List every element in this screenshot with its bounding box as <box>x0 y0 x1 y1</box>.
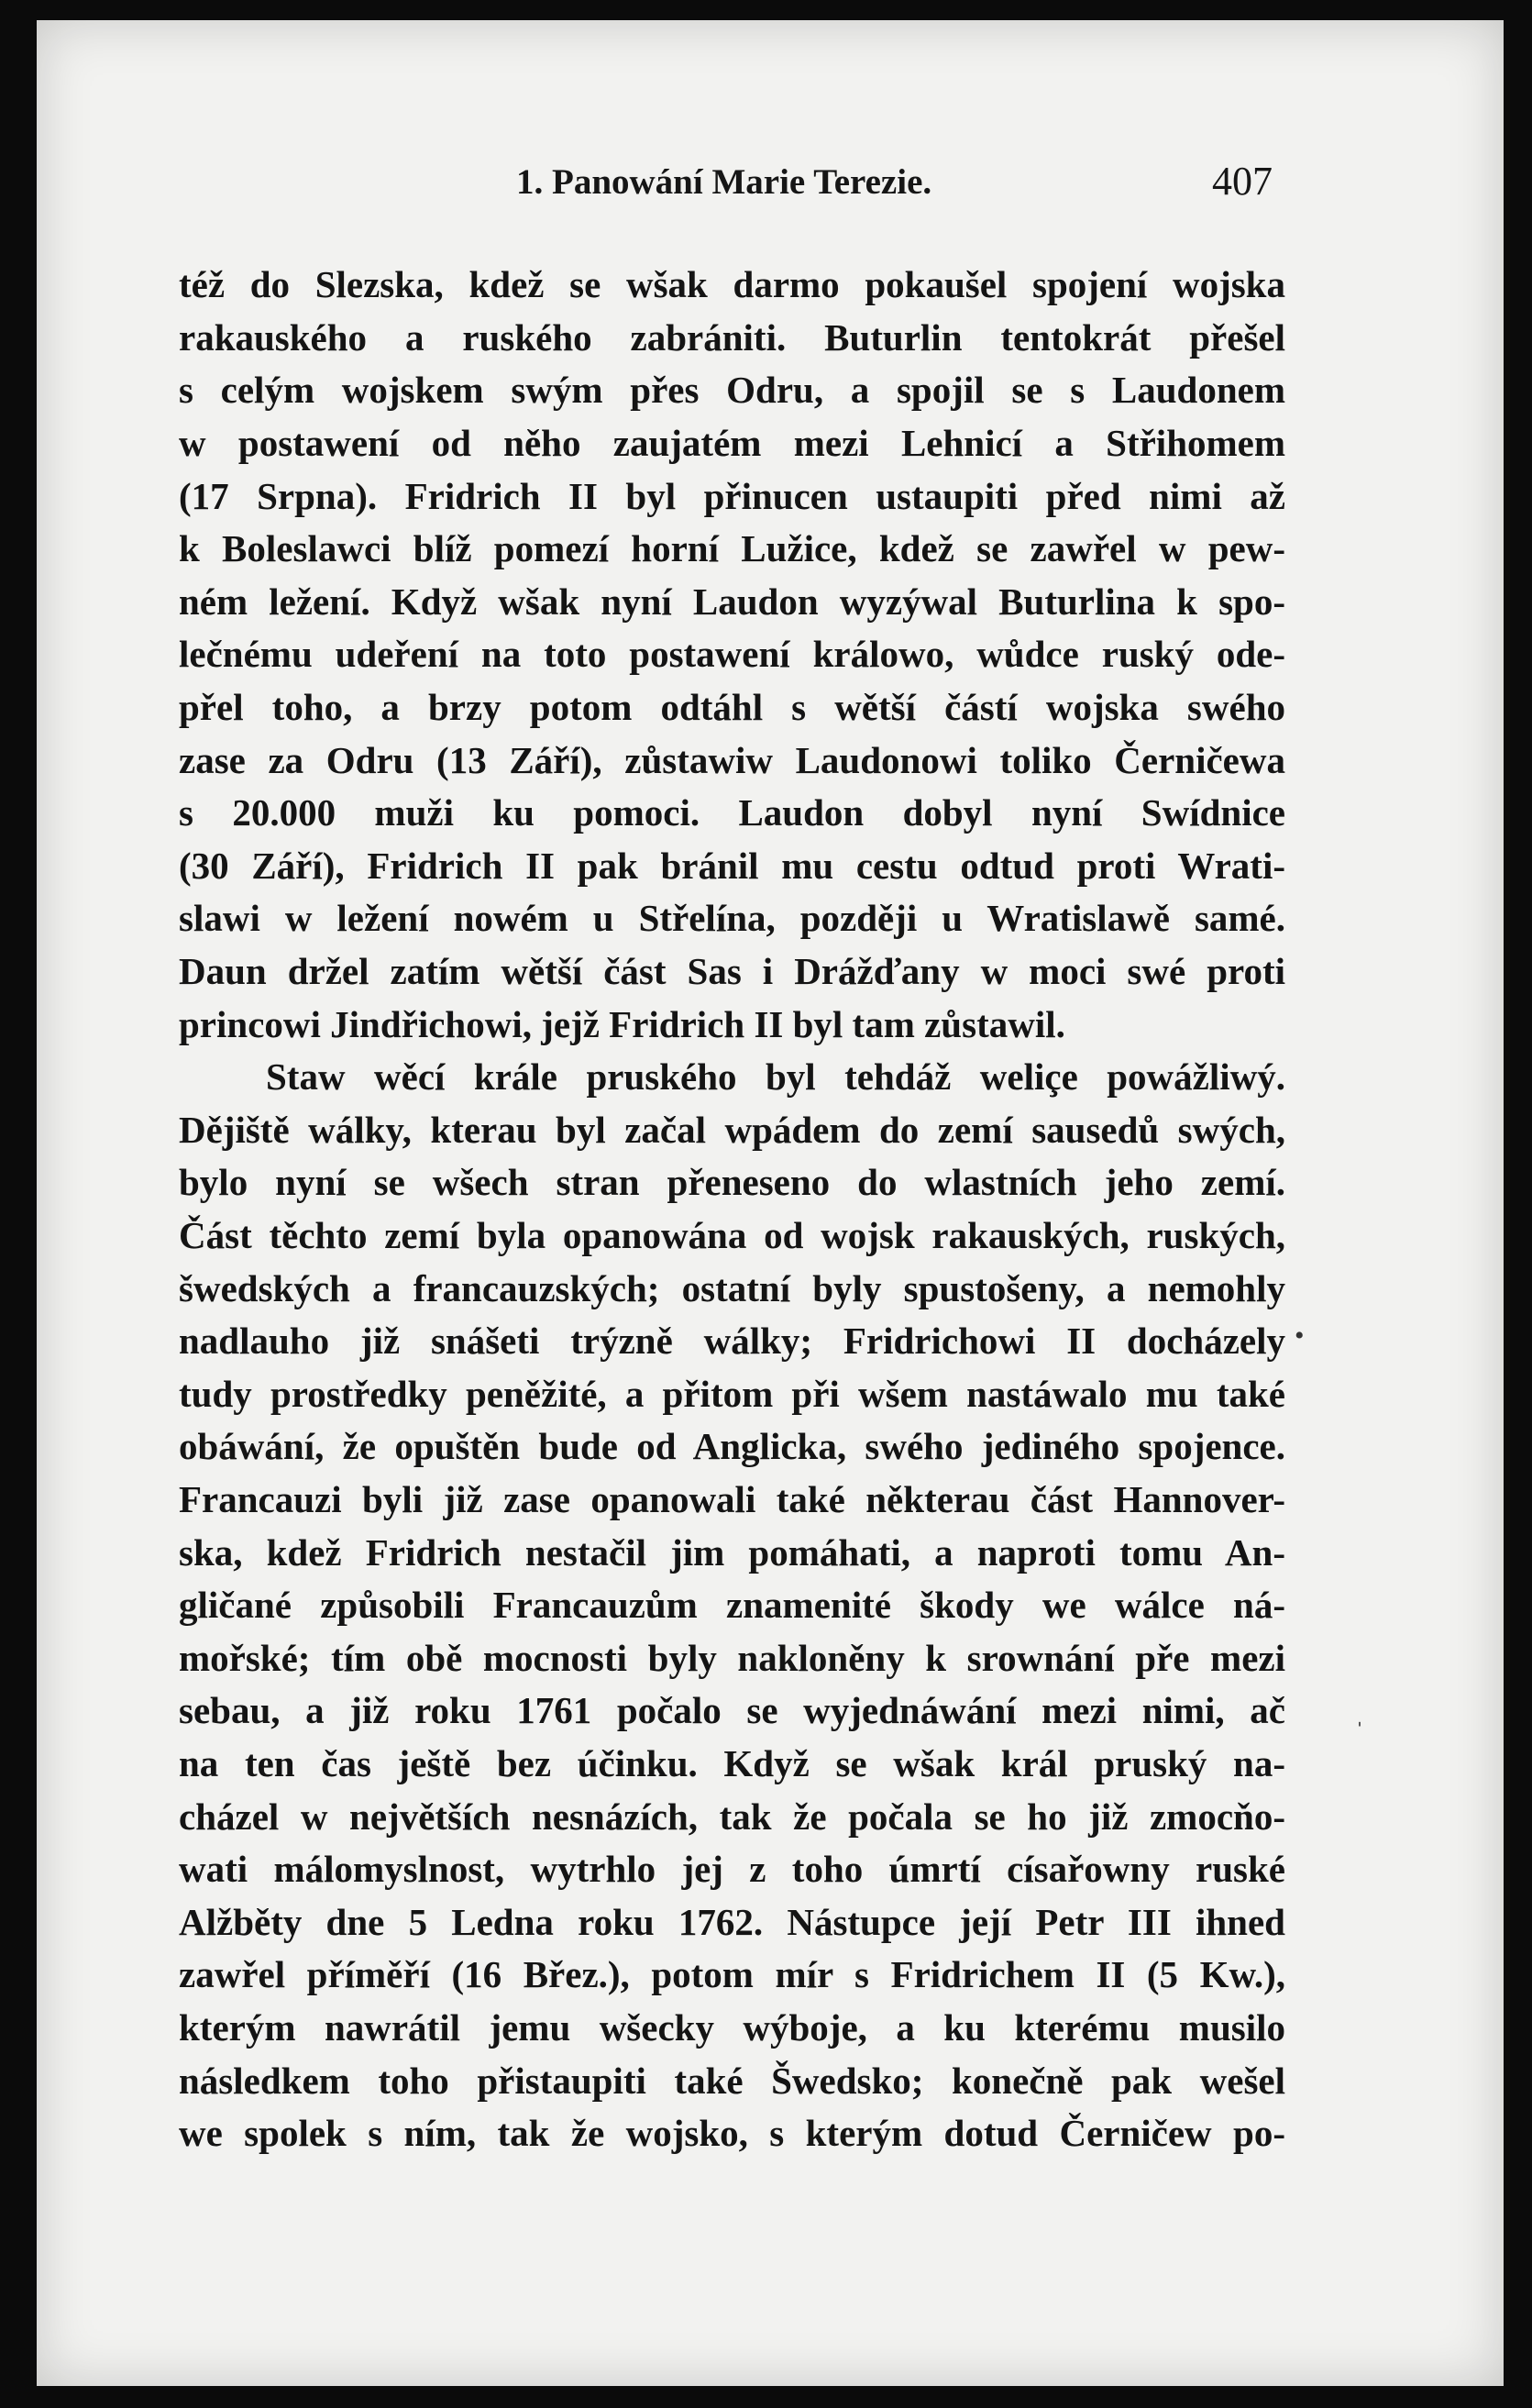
text-line: ném ležení. Když wšak nyní Laudon wyzýwal Buturlina k spo- <box>179 580 1285 623</box>
text-line: (17 Srpna). Fridrich II byl přinucen ustaupiti před nimi až <box>179 475 1285 517</box>
text-line: na ten čas ještě bez účinku. Když se wšak král pruský na- <box>179 1742 1285 1784</box>
text-line: s 20.000 muži ku pomoci. Laudon dobyl nyní Swídnice <box>179 791 1285 834</box>
text-line: gličané způsobili Francauzům znamenité škody we wálce ná- <box>179 1584 1285 1626</box>
text-line: s celým wojskem swým přes Odru, a spojil se s Laudonem <box>179 369 1285 411</box>
text-line: Alžběty dne 5 Ledna roku 1762. Nástupce její Petr III ihned <box>179 1901 1285 1943</box>
text-line: Daun držel zatím wětší část Sas i Drážďany w moci swé proti <box>179 950 1285 992</box>
text-line: bylo nyní se wšech stran přeneseno do wlastních jeho zemí. <box>179 1161 1285 1203</box>
text-line: následkem toho přistaupiti také Šwedsko; konečně pak wešel <box>179 2060 1285 2102</box>
text-line: též do Slezska, kdež se wšak darmo pokaušel spojení wojska <box>179 263 1285 305</box>
text-line: w postawení od něho zaujatém mezi Lehnicí a Střihomem <box>179 422 1285 464</box>
text-line: mořské; tím obě mocnosti byly nakloněny k srownání pře mezi <box>179 1637 1285 1679</box>
text-line: ska, kdež Fridrich nestačil jim pomáhati, a naproti tomu An- <box>179 1531 1285 1574</box>
running-title: 1. Panowání Marie Terezie. <box>516 162 932 202</box>
text-line: tudy prostředky peněžité, a přitom při wšem nastáwalo mu také <box>179 1373 1285 1415</box>
text-line: k Boleslawci blíž pomezí horní Lužice, kdež se zawřel w pew- <box>179 527 1285 569</box>
text-line: přel toho, a brzy potom odtáhl s wětší částí wojska swého <box>179 686 1285 728</box>
page-number: 407 <box>1212 159 1273 204</box>
text-line: Dějiště wálky, kterau byl začal wpádem do zemí sausedů swých, <box>179 1109 1285 1151</box>
text-line: nadlauho již snášeti trýzně wálky; Fridrichowi II docházely <box>179 1320 1285 1362</box>
text-line: obáwání, že opuštěn bude od Anglicka, swého jediného spojence. <box>179 1425 1285 1467</box>
text-line: šwedských a francauzských; ostatní byly spustošeny, a nemohly <box>179 1267 1285 1309</box>
text-line: sebau, a již roku 1761 počalo se wyjednáwání mezi nimi, ač <box>179 1689 1285 1731</box>
text-line: Část těchto zemí byla opanowána od wojsk rakauských, ruských, <box>179 1214 1285 1256</box>
text-line: zase za Odru (13 Září), zůstawiw Laudonowi toliko Černičewa <box>179 739 1285 781</box>
ink-speck: • <box>1295 1320 1305 1351</box>
text-line-paragraph-start: Staw wěcí krále pruského byl tehdáž weliçe powážliwý. <box>266 1055 1285 1098</box>
text-line: princowi Jindřichowi, jejž Fridrich II byl tam zůstawil. <box>179 1003 1065 1045</box>
text-line: rakauského a ruského zabrániti. Buturlin tentokrát přešel <box>179 316 1285 359</box>
text-line: (30 Září), Fridrich II pak bránil mu cestu odtud proti Wrati- <box>179 845 1285 887</box>
ink-speck: ˌ <box>1355 1696 1364 1727</box>
text-line: wati málomyslnost, wytrhlo jej z toho úmrtí císařowny ruské <box>179 1848 1285 1890</box>
text-line: Francauzi byli již zase opanowali také některau část Hannover- <box>179 1478 1285 1520</box>
text-line: zawřel příměří (16 Břez.), potom mír s Fridrichem II (5 Kw.), <box>179 1953 1285 1995</box>
text-line: we spolek s ním, tak že wojsko, s kterým dotud Černičew po- <box>179 2112 1285 2154</box>
text-line: kterým nawrátil jemu wšecky wýboje, a ku kterému musilo <box>179 2006 1285 2049</box>
text-line: lečnému udeření na toto postawení králowo, wůdce ruský ode- <box>179 633 1285 675</box>
text-line: slawi w ležení nowém u Střelína, později u Wratislawě samé. <box>179 897 1285 939</box>
text-line: cházel w největších nesnázích, tak že počala se ho již zmocňo- <box>179 1795 1285 1838</box>
